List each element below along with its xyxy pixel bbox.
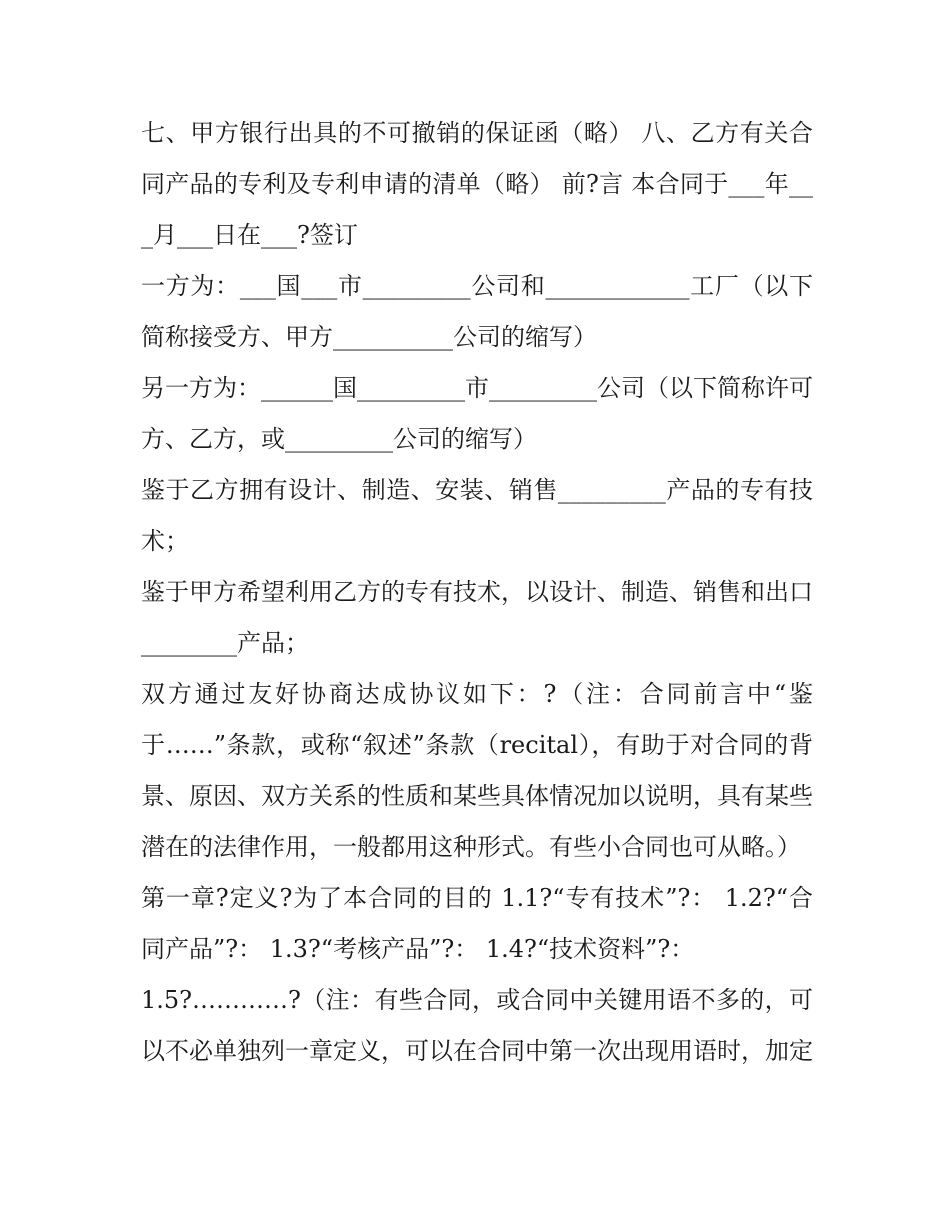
paragraph-chapter-one-definitions: 第一章?定义?为了本合同的目的 1.1?“专有技术”?： 1.2?“合同产品”?： 1.3?“考核产品”?： 1.4?“技术资料”?： [141, 884, 813, 963]
paragraph-appendix-preamble: 七、甲方银行出具的不可撤销的保证函（略） 八、乙方有关合同产品的专利及专利申请的清单（略） 前?言 本合同于___年___月___日在___?签订 [141, 119, 813, 249]
paragraph-whereas-a: 鉴于甲方希望利用乙方的专有技术，以设计、制造、销售和出口________产品； [141, 578, 813, 657]
paragraph-whereas-b: 鉴于乙方拥有设计、制造、安装、销售_________产品的专有技术； [141, 476, 813, 555]
paragraph-party-b: 另一方为：______国_________市_________公司（以下简称许可方、乙方，或_________公司的缩写） [141, 374, 813, 453]
paragraph-definitions-note: 1.5?…………?（注：有些合同，或合同中关键用语不多的，可以不必单独列一章定义，可以在合同中第一次出现用语时，加定 [141, 986, 813, 1065]
document-body [141, 108, 813, 1077]
paragraph-party-a: 一方为：___国___市_________公司和____________工厂（以下简称接受方、甲方__________公司的缩写） [141, 272, 813, 351]
paragraph-agreement-note: 双方通过友好协商达成协议如下：?（注：合同前言中“鉴于……”条款，或称“叙述”条款（recital），有助于对合同的背景、原因、双方关系的性质和某些具体情况加以说明，具有某些潜在的法律作用，一般都用这种形式。有些小合同也可从略。） [141, 680, 813, 861]
